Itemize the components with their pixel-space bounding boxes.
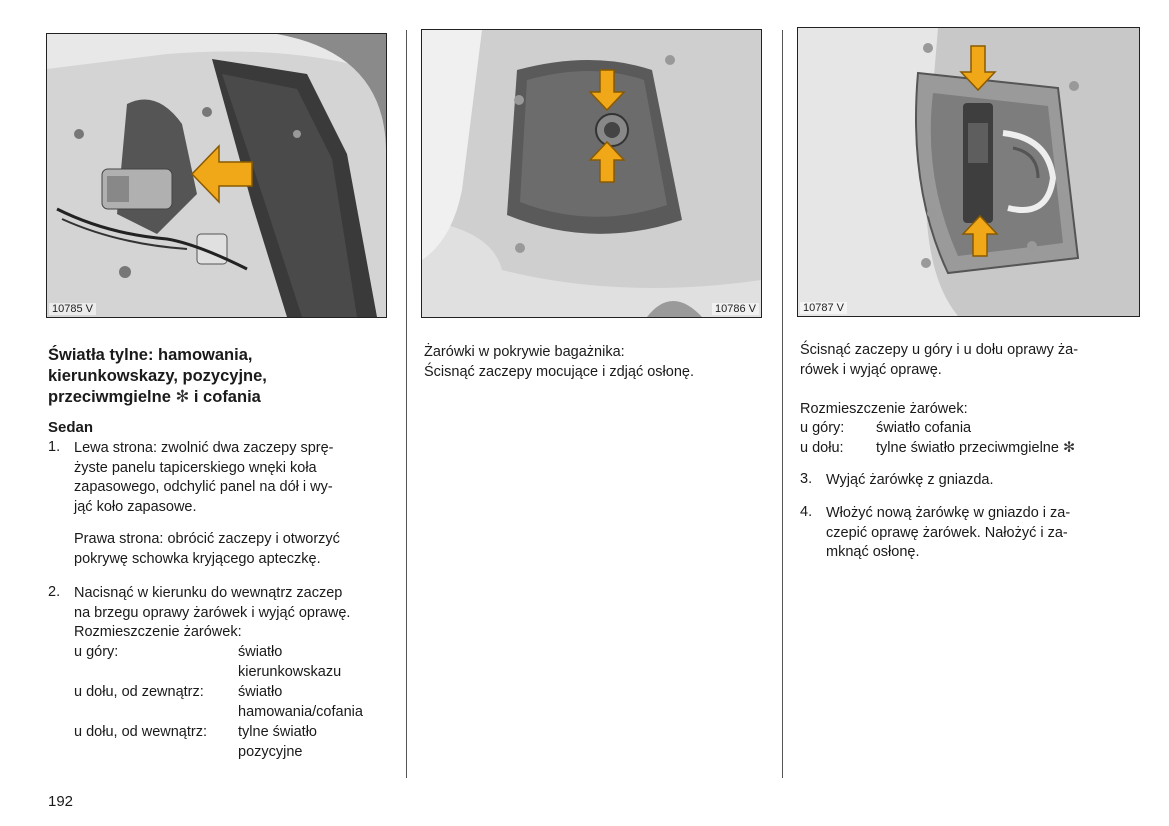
text-line: zapasowego, odchylić panel na dół i wy-	[74, 479, 333, 495]
step-1-right-side	[74, 530, 394, 569]
heading-line-1: Światła tylne: hamowania,	[48, 346, 253, 364]
figure-id: 10785 V	[49, 303, 96, 315]
bulb-position-label: u dołu, od zewnątrz:	[74, 684, 204, 700]
fog-light-symbol-icon: ✻	[175, 388, 190, 406]
bulb-description: światło cofania	[876, 420, 972, 436]
text-line: Włożyć nową żarówkę w gniazdo i za-	[826, 505, 1071, 521]
bulb-holder-illustration	[798, 28, 1139, 316]
figure-id: 10787 V	[800, 302, 847, 314]
bulb-position-label: u góry:	[74, 644, 119, 660]
bulb-position-label: u góry:	[800, 420, 845, 436]
step-2-text	[74, 584, 394, 643]
right-bulb-layout-label: Rozmieszczenie żarówek:	[800, 401, 968, 417]
right-intro	[800, 341, 1150, 380]
bulb-description	[238, 643, 341, 682]
step-number: 4.	[800, 504, 813, 520]
figure-tail-light-left	[46, 33, 387, 318]
step-3-text: Wyjąć żarówkę z gniazda.	[826, 472, 994, 488]
text-line: Nacisnąć w kierunku do wewnątrz zaczep	[74, 585, 343, 601]
text-line: pozycyjne	[238, 743, 303, 760]
bulb-position-label: u dołu:	[800, 440, 844, 456]
heading-line-2: kierunkowskazy, pozycyjne,	[48, 367, 267, 385]
text-line: tylne światło	[238, 724, 317, 740]
text-line: jąć koło zapasowe.	[74, 498, 197, 515]
step-number: 3.	[800, 471, 813, 487]
text-line: Lewa strona: zwolnić dwa zaczepy sprę-	[74, 440, 334, 456]
step-4-text	[826, 504, 1146, 563]
text-line: tylne światło przeciwmgielne	[876, 440, 1059, 456]
text-line: mknąć osłonę.	[826, 544, 920, 560]
text-line: światło	[238, 644, 283, 660]
text-line: rówek i wyjąć oprawę.	[800, 361, 942, 378]
column-divider-right	[782, 30, 783, 778]
figure-bulb-holder-removal	[797, 27, 1140, 317]
step-number: 2.	[48, 584, 61, 600]
page-number: 192	[48, 793, 74, 810]
bulb-layout-label: Rozmieszczenie żarówek:	[74, 624, 242, 640]
subheading-sedan: Sedan	[48, 419, 94, 436]
figure-id: 10786 V	[712, 303, 759, 315]
tail-light-housing-illustration	[47, 34, 386, 317]
trunk-lid-instructions	[424, 343, 774, 382]
text-line: światło	[238, 684, 283, 700]
trunk-lid-cover-illustration	[422, 30, 761, 317]
bulb-description	[876, 439, 1075, 459]
text-line: kierunkowskazu	[238, 663, 342, 680]
column-divider-left	[406, 30, 407, 778]
text-line: żyste panelu tapicerskiego wnęki koła	[74, 459, 317, 476]
bulb-position-label: u dołu, od wewnątrz:	[74, 724, 207, 740]
step-number: 1.	[48, 439, 61, 455]
step-1-text	[74, 439, 394, 517]
fog-light-symbol-icon: ✻	[1062, 440, 1076, 456]
heading-line-3a: przeciwmgielne	[48, 388, 171, 406]
text-line: pokrywę schowka kryjącego apteczkę.	[74, 550, 321, 567]
text-line: na brzegu oprawy żarówek i wyjąć oprawę.	[74, 604, 351, 621]
text-line: Żarówki w pokrywie bagażnika:	[424, 344, 625, 360]
section-heading	[48, 345, 267, 408]
bulb-description	[238, 683, 363, 722]
text-line: Prawa strona: obrócić zaczepy i otworzyć	[74, 531, 340, 547]
figure-trunk-lid-bulbs	[421, 29, 762, 318]
text-line: Ścisnąć zaczepy mocujące i zdjąć osłonę.	[424, 363, 694, 380]
bulb-description	[238, 723, 317, 762]
text-line: Ścisnąć zaczepy u góry i u dołu oprawy ża-	[800, 342, 1079, 358]
text-line: hamowania/cofania	[238, 703, 363, 720]
heading-line-3b: i cofania	[193, 388, 261, 406]
text-line: czepić oprawę żarówek. Nałożyć i za-	[826, 524, 1068, 541]
